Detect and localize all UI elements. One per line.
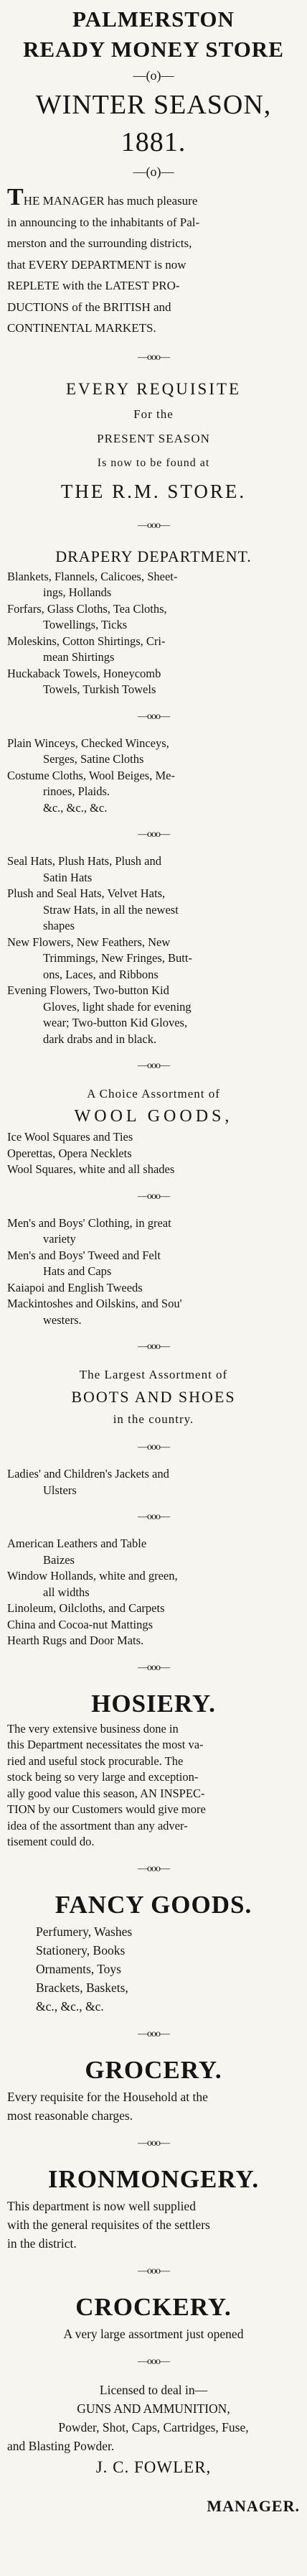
- grocery-paragraph: [7, 2088, 300, 2125]
- store-name: READY MONEY STORE: [23, 37, 284, 62]
- drapery-item: Evening Flowers, Two-button Kid: [7, 983, 169, 997]
- drop-cap: T: [7, 185, 24, 210]
- ironmongery-paragraph: [7, 2197, 300, 2253]
- drapery-item: Costume Cloths, Wool Beiges, Me-: [7, 768, 175, 782]
- drapery-item: Straw Hats, in all the newest: [43, 902, 179, 917]
- section-heading-drapery: DRAPERY DEPARTMENT.: [55, 547, 252, 565]
- hosiery-line: tisement could do.: [7, 1835, 95, 1848]
- section-heading-boots: BOOTS AND SHOES: [71, 1388, 236, 1406]
- hosiery-paragraph: [7, 1721, 300, 1850]
- household-item: Hearth Rugs and Door Mats.: [7, 1634, 144, 1647]
- section-heading-fancy: FANCY GOODS.: [55, 1890, 252, 1919]
- clothing-item: Hats and Caps: [43, 1264, 112, 1278]
- household-item: Baizes: [43, 1552, 75, 1567]
- drapery-item: Plush and Seal Hats, Velvet Hats,: [7, 886, 166, 900]
- wool-item: Wool Squares, white and all shades: [7, 1162, 175, 1176]
- drapery-item: Seal Hats, Plush Hats, Plush and: [7, 854, 161, 868]
- season-title: WINTER SEASON,: [35, 90, 272, 120]
- clothing-item: westers.: [43, 1312, 82, 1327]
- requisite-heading: EVERY REQUISITE: [65, 379, 242, 398]
- drapery-list: [7, 736, 300, 817]
- drapery-item: ons, Laces, and Ribbons: [43, 967, 159, 981]
- wool-item: Operettas, Opera Necklets: [7, 1146, 132, 1160]
- ironmongery-line: in the district.: [7, 2236, 77, 2251]
- section-heading-ironmongery: IRONMONGERY.: [47, 2164, 260, 2193]
- clothing-item: Mackintoshes and Oilskins, and Sou': [7, 1297, 182, 1310]
- separator: —ooo—: [138, 2355, 169, 2367]
- grocery-line: most reasonable charges.: [7, 2108, 133, 2123]
- section-heading-grocery: GROCERY.: [85, 2055, 222, 2084]
- separator: —ooo—: [138, 1511, 169, 1522]
- separator: —(o)—: [133, 165, 174, 179]
- advertisement: [7, 4, 300, 2533]
- intro-line: in announcing to the inhabitants of Pal-: [7, 215, 200, 229]
- drapery-item: wear; Two-button Kid Gloves,: [43, 1016, 188, 1029]
- drapery-item: Trimmings, New Fringes, Butt-: [43, 951, 192, 965]
- hosiery-line: stock being so very large and exception-: [7, 1770, 199, 1784]
- drapery-item: dark drabs and in black.: [43, 1032, 157, 1046]
- intro-line: THE MANAGER has much pleasure: [7, 185, 198, 210]
- section-heading-crockery: CROCKERY.: [75, 2292, 232, 2321]
- intro-line: REPLETE with the LATEST PRO-: [7, 279, 180, 292]
- separator: —ooo—: [138, 710, 169, 722]
- drapery-item: ings, Hollands: [43, 585, 112, 599]
- drapery-item: New Flowers, New Feathers, New: [7, 935, 171, 949]
- requisite-line: Is now to be found at: [97, 456, 210, 469]
- fancy-item: Stationery, Books: [36, 1942, 126, 1958]
- jackets-list: [7, 1466, 300, 1498]
- drapery-item: Moleskins, Cotton Shirtings, Cri-: [7, 634, 166, 648]
- separator: —ooo—: [138, 1863, 169, 1874]
- drapery-item: Huckaback Towels, Honeycomb: [7, 666, 161, 680]
- drapery-item: &c., &c., &c.: [43, 800, 108, 815]
- season-year: 1881.: [121, 127, 186, 157]
- household-item: all widths: [43, 1585, 90, 1599]
- drapery-item: Blankets, Flannels, Calicoes, Sheet-: [7, 569, 178, 583]
- clothing-list: [7, 1215, 300, 1329]
- intro-line: that EVERY DEPARTMENT is now: [7, 257, 186, 272]
- hosiery-line: TION by our Customers would give more: [7, 1802, 206, 1816]
- separator: —ooo—: [138, 829, 169, 840]
- hosiery-line: ried and useful stock procurable. The: [7, 1753, 184, 1768]
- intro-paragraph: [7, 185, 300, 339]
- section-heading-wool: WOOL GOODS,: [74, 1107, 233, 1126]
- drapery-list: [7, 853, 300, 1047]
- drapery-item: mean Shirtings: [43, 650, 115, 664]
- hosiery-line: The very extensive business done in: [7, 1721, 179, 1736]
- fancy-item: Brackets, Baskets,: [36, 1980, 128, 1995]
- household-item: Linoleum, Oilcloths, and Carpets: [7, 1601, 165, 1615]
- household-list: [7, 1536, 300, 1649]
- wool-intro: A Choice Assortment of: [87, 1087, 220, 1101]
- intro-line: DUCTIONS of the BRITISH and: [7, 300, 171, 314]
- separator: —ooo—: [138, 1442, 169, 1453]
- clothing-item: Kaiapoi and English Tweeds: [7, 1280, 143, 1294]
- jacket-item: Ulsters: [43, 1483, 77, 1497]
- license-line: Powder, Shot, Caps, Cartridges, Fuse,: [58, 2419, 249, 2434]
- store-location: PALMERSTON: [72, 6, 235, 32]
- household-item: Window Hollands, white and green,: [7, 1569, 178, 1583]
- boots-intro: The Largest Assortment of: [79, 1368, 228, 1381]
- requisite-line: PRESENT SEASON: [97, 431, 210, 445]
- fancy-item: Perfumery, Washes: [36, 1924, 133, 1939]
- ironmongery-line: with the general requisites of the settlers: [7, 2217, 210, 2232]
- hosiery-line: idea of the assortment than any adver-: [7, 1818, 188, 1833]
- household-item: China and Cocoa-nut Mattings: [7, 1617, 154, 1631]
- drapery-item: Towels, Turkish Towels: [43, 682, 156, 696]
- ironmongery-line: This department is now well supplied: [7, 2198, 196, 2213]
- manager-name: J. C. FOWLER,: [95, 2457, 212, 2476]
- wool-item: Ice Wool Squares and Ties: [7, 1130, 133, 1144]
- drapery-item: shapes: [43, 919, 75, 932]
- separator: —ooo—: [138, 2265, 169, 2276]
- drapery-list: [7, 569, 300, 698]
- jacket-item: Ladies' and Children's Jackets and: [7, 1467, 169, 1481]
- fancy-item: Ornaments, Toys: [36, 1961, 121, 1976]
- drapery-item: Forfars, Glass Cloths, Tea Cloths,: [7, 601, 167, 616]
- drapery-item: Gloves, light shade for evening: [43, 999, 192, 1014]
- license-line: and Blasting Powder.: [7, 2438, 115, 2453]
- separator: —(o)—: [133, 68, 174, 83]
- license-line: Licensed to deal in—: [99, 2382, 208, 2397]
- license-line: GUNS AND AMMUNITION,: [77, 2401, 230, 2416]
- fancy-item: &c., &c., &c.: [36, 1998, 104, 2014]
- fancy-list: [7, 1922, 300, 2016]
- store-reference: THE R.M. STORE.: [60, 480, 247, 502]
- boots-line: in the country.: [113, 1412, 194, 1426]
- separator: —ooo—: [138, 2028, 169, 2039]
- separator: —ooo—: [138, 519, 169, 531]
- separator: —ooo—: [138, 2137, 169, 2149]
- clothing-item: variety: [43, 1232, 76, 1246]
- household-item: American Leathers and Table: [7, 1537, 147, 1550]
- manager-title: MANAGER.: [207, 2496, 300, 2515]
- section-heading-hosiery: HOSIERY.: [91, 1689, 216, 1718]
- intro-line: merston and the surrounding districts,: [7, 236, 192, 250]
- separator: —ooo—: [138, 1190, 169, 1202]
- wool-list: [7, 1129, 300, 1178]
- drapery-item: Satin Hats: [43, 870, 93, 884]
- hosiery-line: ally good value this season, AN INSPEC-: [7, 1786, 205, 1800]
- intro-line: CONTINENTAL MARKETS.: [7, 321, 156, 335]
- separator: —ooo—: [138, 1060, 169, 1071]
- clothing-item: Men's and Boys' Clothing, in great: [7, 1215, 171, 1230]
- drapery-item: Serges, Satine Cloths: [43, 752, 144, 766]
- crockery-line: A very large assortment just opened: [63, 2326, 244, 2341]
- hosiery-line: this Department necessitates the most va-: [7, 1738, 204, 1751]
- separator: —ooo—: [138, 1341, 169, 1352]
- separator: —ooo—: [138, 1662, 169, 1673]
- drapery-item: Towellings, Ticks: [43, 618, 128, 631]
- grocery-line: Every requisite for the Household at the: [7, 2089, 208, 2104]
- requisite-line: For the: [133, 407, 174, 421]
- drapery-item: rinoes, Plaids.: [43, 784, 110, 798]
- clothing-item: Men's and Boys' Tweed and Felt: [7, 1248, 161, 1262]
- drapery-item: Plain Winceys, Checked Winceys,: [7, 736, 169, 750]
- separator: —ooo—: [138, 351, 169, 363]
